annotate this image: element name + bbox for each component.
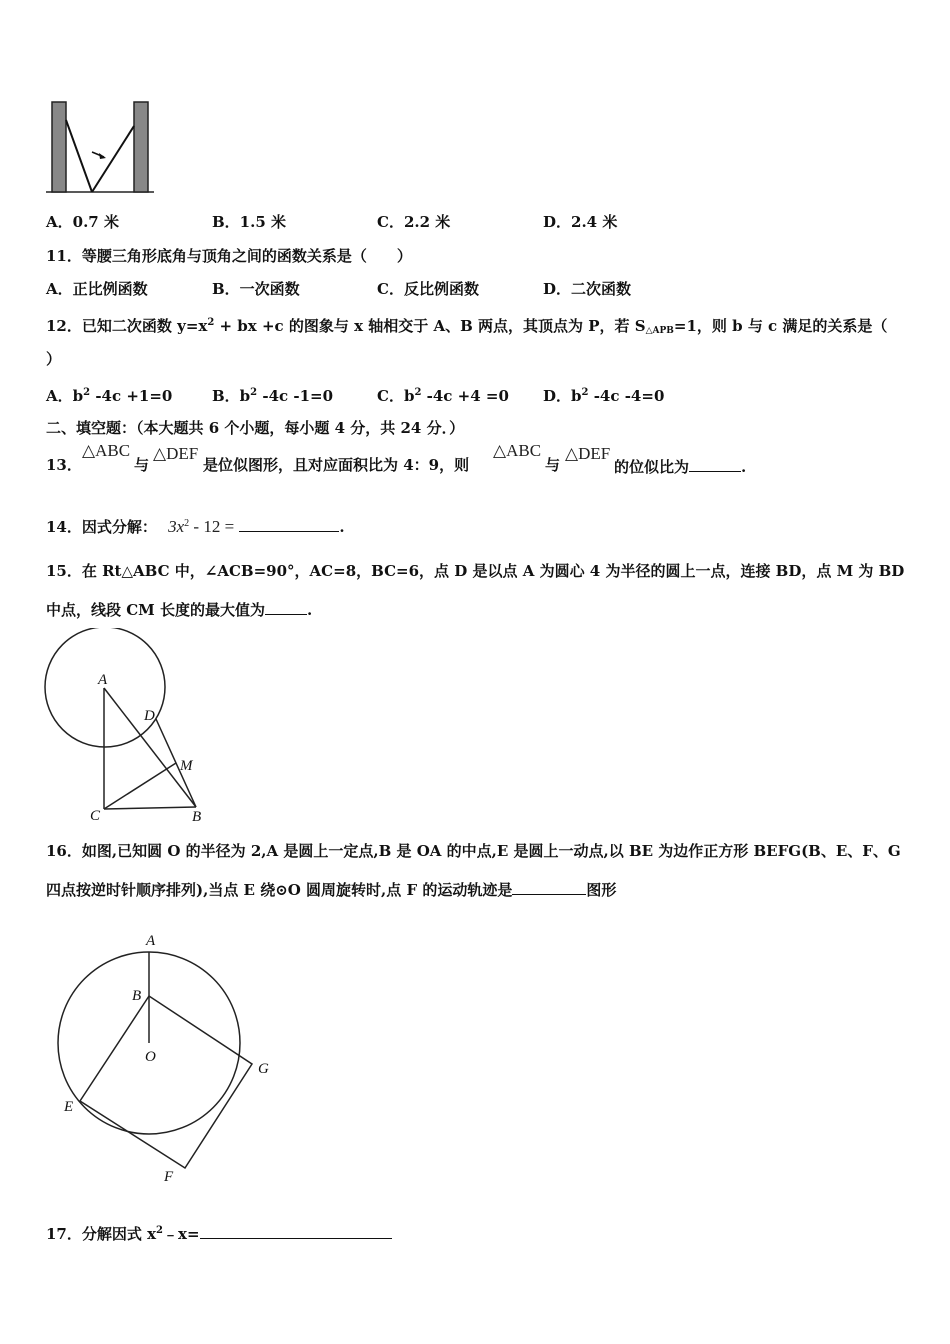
- q11-stem: 11．等腰三角形底角与顶角之间的函数关系是（ ）: [46, 247, 412, 265]
- label-g: G: [258, 1061, 269, 1077]
- q15-answer-blank[interactable]: [265, 598, 307, 615]
- label-m: M: [180, 758, 193, 774]
- q10-option-b: B．1.5 米: [212, 213, 286, 231]
- q11-option-d: D．二次函数: [543, 280, 632, 298]
- q17-stem: 17．分解因式 $x^2﹣x=$: [46, 1221, 392, 1244]
- q13-text-2: 的位似比为 .: [614, 455, 746, 477]
- section-2-title: 二、填空题：（本大题共 6 个小题，每小题 4 分，共 24 分．）: [46, 419, 465, 437]
- q13-number: 13．: [46, 456, 82, 474]
- label-b: B: [192, 809, 202, 825]
- q16-stem-line2: 四点按逆时针顺序排列),当点 E 绕⊙O 圆周旋转时,点 F 的运动轨迹是 图形: [46, 878, 616, 900]
- q12-option-c: C．$b^2$ -4c +4 =0: [377, 387, 509, 405]
- q13-answer-blank[interactable]: [689, 455, 741, 472]
- q13-triangle-def-2: △DEF: [565, 444, 611, 463]
- label-e: E: [64, 1099, 74, 1115]
- q13-triangle-abc-2: △ABC: [493, 441, 542, 460]
- q15-stem-line2: 中点，线段 CM 长度的最大值为 .: [46, 598, 312, 620]
- segment-ab: [104, 688, 196, 807]
- q13-text-1: 是位似图形，且对应面积比为 4：9，则: [203, 456, 470, 474]
- q11-option-c: C．反比例函数: [377, 280, 479, 298]
- q10-option-a: A．0.7 米: [46, 213, 119, 231]
- q12-option-b: B．$b^2$ -4c -1=0: [212, 387, 334, 405]
- q10-option-c: C．2.2 米: [377, 213, 451, 231]
- q12-stem-line2: ）: [46, 350, 62, 368]
- q15-stem-line1: 15．在 Rt△ABC 中，∠ACB=90°，AC=8，BC=6，点 D 是以点 A 为圆心 4 为半径的圆上一点，连接 BD，点 M 为 BD: [46, 562, 905, 580]
- label-f: F: [164, 1169, 174, 1185]
- left-wall: [52, 102, 66, 192]
- label-a: A: [98, 672, 108, 688]
- q14-expression: $3x^2 - 12$ =: [168, 517, 235, 536]
- label-b: B: [132, 988, 142, 1004]
- label-d: D: [144, 708, 155, 724]
- label-o: O: [145, 1049, 156, 1065]
- q13-triangle-abc: △ABC: [82, 441, 131, 460]
- q15-figure: [40, 628, 210, 828]
- q12-stem: 12．已知二次函数 $y=x^2$ + bx +c 的图象与 x 轴相交于 A、B 两点，其顶点为 P，若 $S_{\triangle APB}=1$，则 b 与 c 满足的关系是（: [46, 317, 888, 336]
- right-wall: [134, 102, 148, 192]
- ladder-right: [92, 126, 134, 192]
- q16-stem-line1: 16．如图,已知圆 O 的半径为 2,A 是圆上一定点,B 是 OA 的中点,E 是圆上一动点,以 BE 为边作正方形 BEFG(B、E、F、G: [46, 842, 901, 860]
- square-befg: [80, 996, 252, 1168]
- q12-option-a: A．$b^2$ -4c +1=0: [46, 387, 173, 405]
- q10-option-d: D．2.4 米: [543, 213, 618, 231]
- ladder-figure: [44, 98, 156, 198]
- label-a: A: [146, 933, 156, 949]
- q16-answer-blank[interactable]: [512, 878, 586, 895]
- q17-answer-blank[interactable]: [200, 1222, 392, 1239]
- segment-cb: [104, 807, 196, 809]
- arrow-head: [99, 153, 106, 159]
- q13-and-1: 与: [134, 456, 150, 474]
- q16-figure: [50, 928, 290, 1188]
- q13-and-2: 与: [545, 456, 561, 474]
- q14-answer-blank[interactable]: [239, 515, 339, 532]
- ladder-left: [66, 120, 92, 192]
- segment-cm: [104, 763, 176, 809]
- q12-option-d: D．$b^2$ -4c -4=0: [543, 387, 665, 405]
- q13-triangle-def: △DEF: [153, 444, 199, 463]
- q11-option-a: A．正比例函数: [46, 280, 148, 298]
- label-c: C: [90, 808, 101, 824]
- q14-stem: 14．因式分解： $3x^2 - 12$ = .: [46, 517, 345, 536]
- q11-option-b: B．一次函数: [212, 280, 300, 298]
